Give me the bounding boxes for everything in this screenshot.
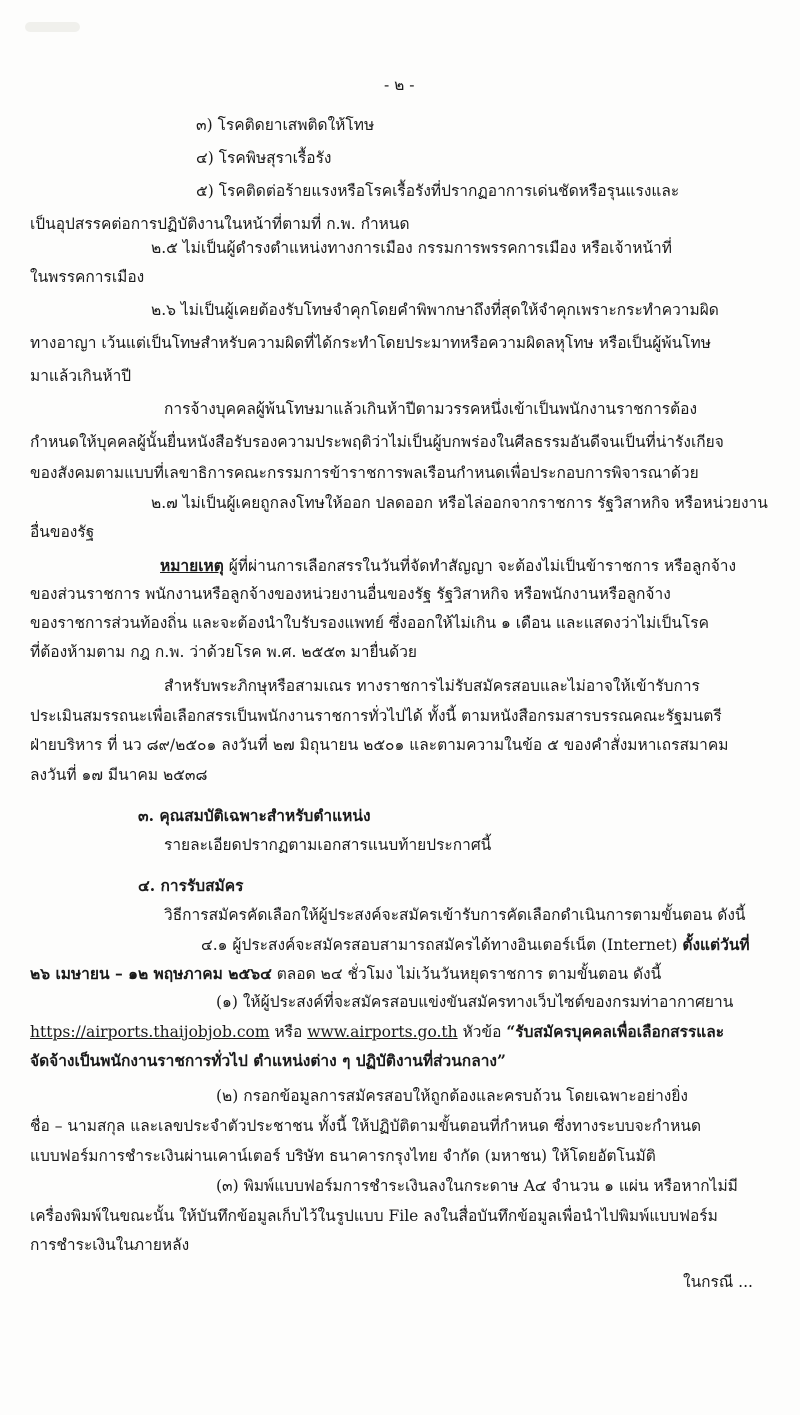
text-line: สำหรับพระภิกษุหรือสามเณร ทางราชการไม่รับสมัครสอบและไม่อาจให้เข้ารับการ — [164, 677, 700, 695]
text-line: ๕) โรคติดต่อร้ายแรงหรือโรคเรื้อรังที่ปรากฏอาการเด่นชัดหรือรุนแรงและ — [196, 182, 680, 200]
link-thaijobjob[interactable]: https://airports.thaijobjob.com — [30, 1023, 270, 1041]
section-heading: ๔. การรับสมัคร — [138, 876, 244, 895]
text-line: ๒.๕ ไม่เป็นผู้ดำรงตำแหน่งทางการเมือง กรรมการพรรคการเมือง หรือเจ้าหน้าที่ — [151, 239, 672, 257]
text-line: ประเมินสมรรถนะเพื่อเลือกสรรเป็นพนักงานราชการทั่วไปได้ ทั้งนี้ ตามหนังสือกรมสารบรรณคณะรัฐมนตรี — [30, 707, 722, 725]
text-line: ของราชการส่วนท้องถิ่น และจะต้องนำใบรับรองแพทย์ ซึ่งออกให้ไม่เกิน ๑ เดือน และแสดงว่าไม่เป็นโรค — [30, 614, 709, 632]
text-line: ๔.๑ ผู้ประสงค์จะสมัครสอบสามารถสมัครได้ทางอินเตอร์เน็ต (Internet) ตั้งแต่วันที่ — [201, 935, 750, 954]
text-line: เครื่องพิมพ์ในขณะนั้น ให้บันทึกข้อมูลเก็บไว้ในรูปแบบ File ลงในสื่อบันทึกข้อมูลเพื่อนำไปพิมพ์แบบฟอร์ม — [30, 1207, 718, 1225]
text-line: ๓) โรคติดยาเสพติดให้โทษ — [196, 116, 375, 134]
text-line: มาแล้วเกินห้าปี — [30, 367, 132, 385]
text-line: (๒) กรอกข้อมูลการสมัครสอบให้ถูกต้องและครบถ้วน โดยเฉพาะอย่างยิ่ง — [216, 1087, 689, 1105]
text-line: ลงวันที่ ๑๗ มีนาคม ๒๕๓๘ — [30, 766, 208, 784]
continuation-text: ในกรณี ... — [683, 1273, 753, 1291]
text-line: วิธีการสมัครคัดเลือกให้ผู้ประสงค์จะสมัครเข้ารับการคัดเลือกดำเนินการตามขั้นตอน ดังนี้ — [164, 906, 746, 924]
text-line: การจ้างบุคคลผู้พ้นโทษมาแล้วเกินห้าปีตามวรรคหนึ่งเข้าเป็นพนักงานราชการต้อง — [164, 400, 698, 418]
date-emphasis: ตั้งแต่วันที่ — [682, 935, 750, 954]
note-label: หมายเหตุ — [160, 556, 224, 575]
text-line: รายละเอียดปรากฏตามเอกสารแนบท้ายประกาศนี้ — [164, 836, 492, 854]
text-line: อื่นของรัฐ — [30, 523, 95, 541]
text-line: ของส่วนราชการ พนักงานหรือลูกจ้างของหน่วยงานอื่นของรัฐ รัฐวิสาหกิจ หรือพนักงานหรือลูกจ้าง — [30, 585, 671, 603]
text-line: https://airports.thaijobjob.com หรือ www.airports.go.th หัวข้อ “รับสมัครบุคคลเพื่อเลือกสรรและ — [30, 1022, 725, 1041]
text-line: ทางอาญา เว้นแต่เป็นโทษสำหรับความผิดที่ได้กระทำโดยประมาทหรือความผิดลหุโทษ หรือเป็นผู้พ้นโทษ — [30, 334, 711, 352]
topic-title: “รับสมัครบุคคลเพื่อเลือกสรรและ — [506, 1022, 725, 1041]
date-range: ๒๖ เมษายน – ๑๒ พฤษภาคม ๒๕๖๔ — [30, 964, 272, 983]
text-line: (๑) ให้ผู้ประสงค์ที่จะสมัครสอบแข่งขันสมัครทางเว็บไซต์ของกรมท่าอากาศยาน — [216, 993, 734, 1011]
text-line: ของสังคมตามแบบที่เลขาธิการคณะกรรมการข้าราชการพลเรือนกำหนดเพื่อประกอบการพิจารณาด้วย — [30, 464, 699, 482]
text-line: กำหนดให้บุคคลผู้นั้นยื่นหนังสือรับรองความประพฤติว่าไม่เป็นผู้บกพร่องในศีลธรรมอันดีจนเป็นที่น่ารังเกียจ — [30, 433, 724, 451]
link-airports[interactable]: www.airports.go.th — [307, 1023, 458, 1041]
text-line: การชำระเงินในภายหลัง — [30, 1236, 190, 1254]
section-heading: ๓. คุณสมบัติเฉพาะสำหรับตำแหน่ง — [138, 806, 371, 825]
text-line: ฝ่ายบริหาร ที่ นว ๘๙/๒๕๐๑ ลงวันที่ ๒๗ มิถุนายน ๒๕๐๑ และตามความในข้อ ๕ ของคำสั่งมหาเถรสมาคม — [30, 736, 729, 754]
text-line: (๓) พิมพ์แบบฟอร์มการชำระเงินลงในกระดาษ A๔ จำนวน ๑ แผ่น หรือหากไม่มี — [216, 1177, 738, 1195]
text-line: ๔) โรคพิษสุราเรื้อรัง — [196, 149, 332, 167]
scan-smudge — [25, 22, 80, 32]
text-line: เป็นอุปสรรคต่อการปฏิบัติงานในหน้าที่ตามที่ ก.พ. กำหนด — [30, 215, 410, 233]
page-number: - ๒ - — [384, 76, 415, 94]
text-line: ในพรรคการเมือง — [30, 268, 145, 286]
text-line: ชื่อ – นามสกุล และเลขประจำตัวประชาชน ทั้งนี้ ให้ปฏิบัติตามขั้นตอนที่กำหนด ซึ่งทางระบบจะกำหนด — [30, 1117, 702, 1135]
text-line: ๒.๗ ไม่เป็นผู้เคยถูกลงโทษให้ออก ปลดออก หรือไล่ออกจากราชการ รัฐวิสาหกิจ หรือหน่วยงาน — [151, 494, 768, 512]
note-text: ผู้ที่ผ่านการเลือกสรรในวันที่จัดทำสัญญา จะต้องไม่เป็นข้าราชการ หรือลูกจ้าง — [223, 557, 737, 575]
text-line: ๒.๖ ไม่เป็นผู้เคยต้องรับโทษจำคุกโดยคำพิพากษาถึงที่สุดให้จำคุกเพราะกระทำความผิด — [151, 301, 719, 319]
text-line: ที่ต้องห้ามตาม กฎ ก.พ. ว่าด้วยโรค พ.ศ. ๒๕๕๓ มายื่นด้วย — [30, 643, 418, 661]
topic-title-cont: จัดจ้างเป็นพนักงานราชการทั่วไป ตำแหน่งต่าง ๆ ปฏิบัติงานที่ส่วนกลาง” — [30, 1051, 506, 1070]
note-line — [160, 558, 736, 575]
text-line: ๒๖ เมษายน – ๑๒ พฤษภาคม ๒๕๖๔ ตลอด ๒๔ ชั่วโมง ไม่เว้นวันหยุดราชการ ตามขั้นตอน ดังนี้ — [30, 964, 662, 983]
text-line: แบบฟอร์มการชำระเงินผ่านเคาน์เตอร์ บริษัท ธนาคารกรุงไทย จำกัด (มหาชน) ให้โดยอัตโนมัติ — [30, 1147, 656, 1165]
